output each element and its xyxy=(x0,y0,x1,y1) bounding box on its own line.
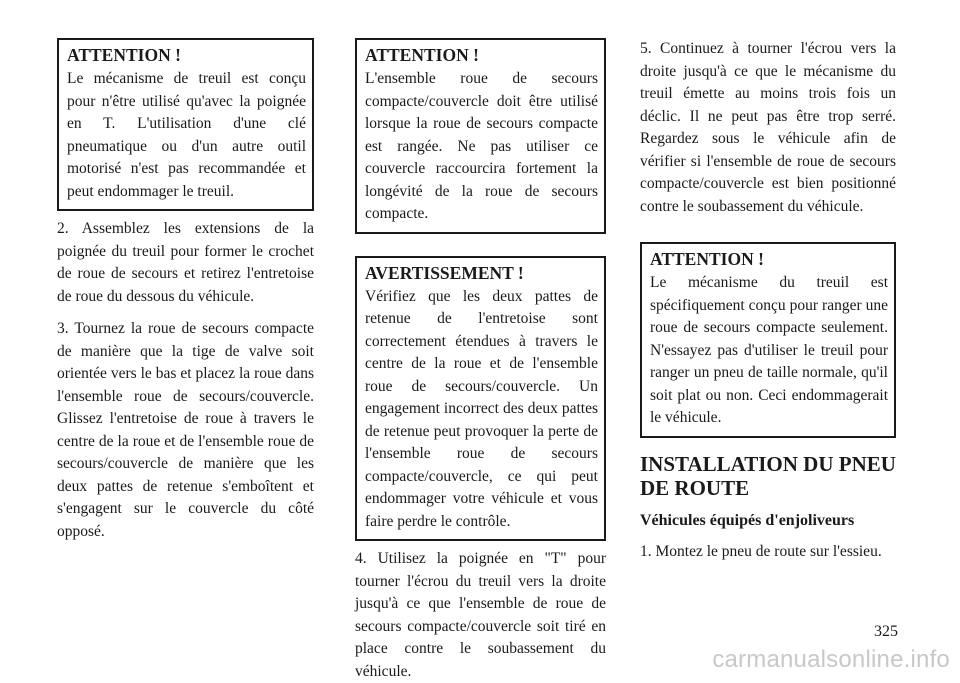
warning-box xyxy=(355,256,606,542)
warning-text: Vérifiez que les deux pattes de retenue de l'entretoise sont correctement étendues à travers le centre de la roue et de l'ensemble roue de secours/couvercle. Un engagement incorrect des deux pattes de retenue peut provoquer la perte de l'ensemble roue de secours compacte/couvercle, ce qui peut endommager votre véhicule et vous faire perdre le contrôle. xyxy=(365,287,598,530)
attention-box xyxy=(640,242,896,438)
attention-text: Le mécanisme du treuil est spécifiquement conçu pour ranger une roue de secours compacte seulement. N'essayez pas d'utiliser le treuil pour ranger un pneu de taille normale, qu'il soit plat ou non. Ceci endommagerait le véhicule. xyxy=(650,274,888,426)
page-number: 325 xyxy=(874,623,898,640)
column-left xyxy=(57,38,314,543)
attention-box xyxy=(57,38,314,211)
attention-title: ATTENTION ! xyxy=(365,45,479,65)
attention-title: ATTENTION ! xyxy=(67,45,181,65)
column-middle xyxy=(355,38,606,683)
column-right xyxy=(640,38,896,563)
step-3-paragraph: 3. Tournez la roue de secours compacte de manière que la tige de valve soit orientée vers le bas et placez la roue dans l'ensemble roue de secours/couvercle. Glissez l'entretoise de roue à travers le centre de la roue et de l'ensemble roue de secours/couvercle de manière que les deux pattes de retenue s'emboîtent et s'engagent sur le couvercle du côté opposé. xyxy=(57,320,314,540)
attention-text: Le mécanisme de treuil est conçu pour n'être utilisé qu'avec la poignée en T. L'utilisation d'une clé pneumatique ou d'un autre outil motorisé n'est pas recommandée et peut endommager le treuil. xyxy=(67,70,306,200)
attention-title: ATTENTION ! xyxy=(650,249,764,269)
step-2-paragraph: 2. Assemblez les extensions de la poignée du treuil pour former le crochet de roue de secours et retirez l'entretoise de roue du dessous du véhicule. xyxy=(57,220,314,305)
attention-box xyxy=(355,38,606,234)
step-1-paragraph: 1. Montez le pneu de route sur l'essieu. xyxy=(640,542,882,560)
warning-title: AVERTISSEMENT ! xyxy=(365,262,524,283)
step-4-paragraph: 4. Utilisez la poignée en "T" pour tourner l'écrou du treuil vers la droite jusqu'à ce que l'ensemble de roue de secours compacte/couvercle soit tiré en place contre le soubassement du véhicule. xyxy=(355,550,606,680)
watermark: carmanualsonline.info xyxy=(712,646,950,673)
attention-text: L'ensemble roue de secours compacte/couvercle doit être utilisé lorsque la roue de secours compacte est rangée. Ne pas utiliser ce couvercle raccourcira fortement la longévité de la roue de secours compacte. xyxy=(365,70,598,222)
section-title: INSTALLATION DU PNEU DE ROUTE xyxy=(640,451,896,500)
subsection-title: Véhicules équipés d'enjoliveurs xyxy=(640,511,855,529)
step-5-paragraph: 5. Continuez à tourner l'écrou vers la droite jusqu'à ce que le mécanisme du treuil émette au moins trois fois un déclic. Il ne peut pas être trop serré. Regardez sous le véhicule afin de vérifier si l'ensemble de roue de secours compacte/couvercle est bien positionné contre le soubassement du véhicule. xyxy=(640,40,896,215)
